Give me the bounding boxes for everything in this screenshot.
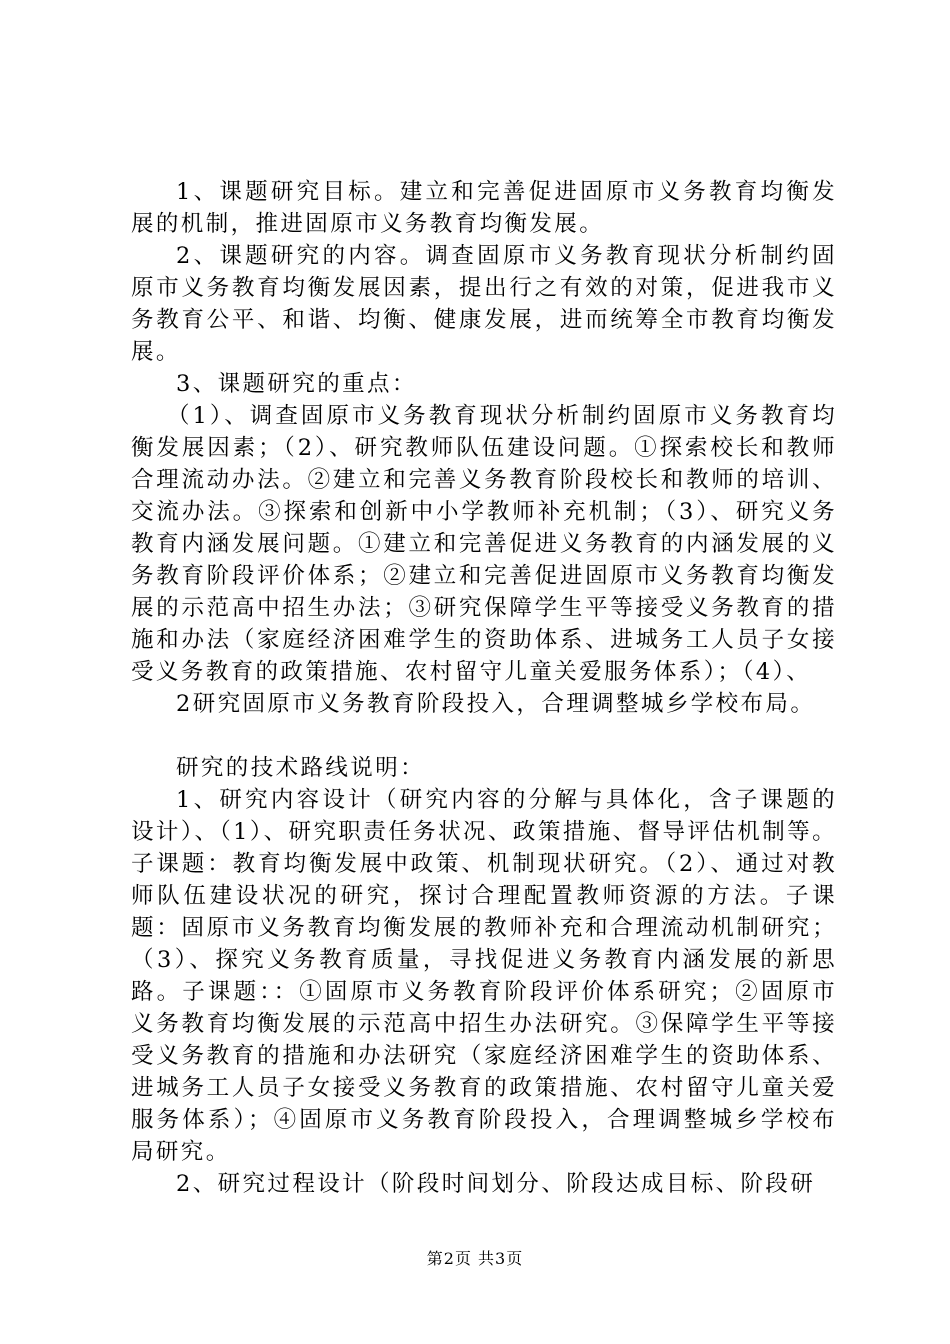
paragraph-research-content: 2、课题研究的内容。调查固原市义务教育现状分析制约固原市义务教育均衡发展因素，提出行之有效的对策，促进我市义务教育公平、和谐、均衡、健康发展，进而统筹全市教育均衡发展。 [131,243,837,365]
paragraph-research-focus-items: （1）、调查固原市义务教育现状分析制约固原市义务教育均衡发展因素；（2）、研究教师队伍建设问题。①探索校长和教师合理流动办法。②建立和完善义务教育阶段校长和教师的培训、交流办法。③探索和创新中小学教师补充机制；（3）、研究义务教育内涵发展问题。①建立和完善促进义务教育的内涵发展的义务教育阶段评价体系；②建立和完善促进固原市义务教育均衡发展的示范高中招生办法；③研究保障学生平等接受义务教育的措施和办法（家庭经济困难学生的资助体系、进城务工人员子女接受义务教育的政策措施、农村留守儿童关爱服务体系）；（4）、 [131,403,837,685]
paragraph-technical-route-heading: 研究的技术路线说明： [176,755,426,781]
paragraph-process-design: 2、研究过程设计（阶段时间划分、阶段达成目标、阶段研 [176,1171,816,1197]
paragraph-content-design: 1、研究内容设计（研究内容的分解与具体化，含子课题的设计）、（1）、研究职责任务状况、政策措施、督导评估机制等。子课题：教育均衡发展中政策、机制现状研究。（2）、通过对教师队伍建设状况的研究，探讨合理配置教师资源的方法。子课题：固原市义务教育均衡发展的教师补充和合理流动机制研究；（3）、探究义务教育质量，寻找促进义务教育内涵发展的新思路。子课题：：①固原市义务教育阶段评价体系研究；②固原市义务教育均衡发展的示范高中招生办法研究。③保障学生平等接受义务教育的措施和办法研究（家庭经济困难学生的资助体系、进城务工人员子女接受义务教育的政策措施、农村留守儿童关爱服务体系）；④固原市义务教育阶段投入，合理调整城乡学校布局研究。 [131,787,837,1165]
paragraph-research-goal: 1、课题研究目标。建立和完善促进固原市义务教育均衡发展的机制，推进固原市义务教育均衡发展。 [131,179,837,237]
page-number-footer: 第2页 共3页 [426,1249,524,1268]
document-body [131,176,837,1200]
paragraph-investment-layout: 2研究固原市义务教育阶段投入，合理调整城乡学校布局。 [176,691,816,717]
paragraph-research-focus-heading: 3、课题研究的重点： [176,371,417,397]
